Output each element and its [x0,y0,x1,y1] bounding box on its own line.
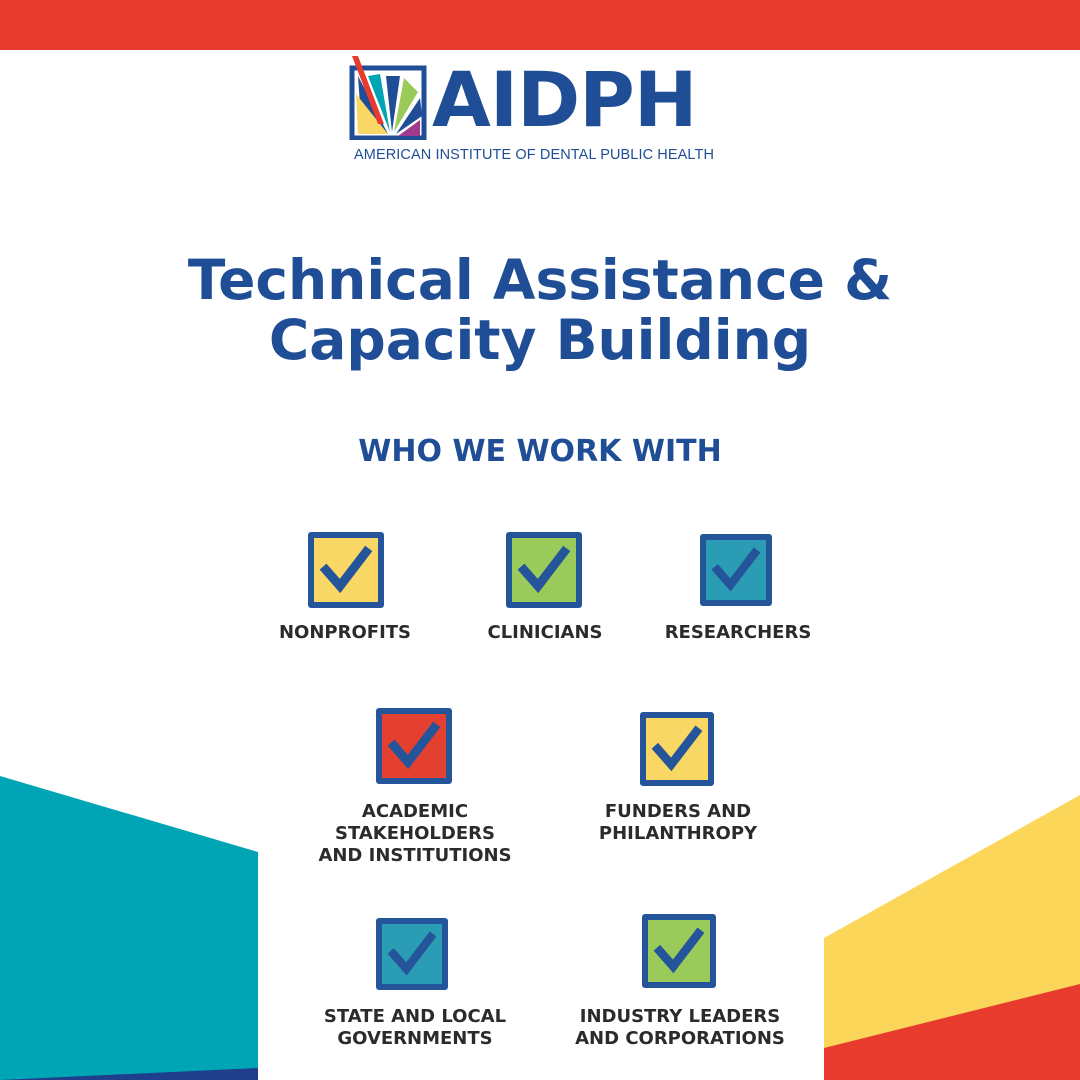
teal-left-shape [0,776,258,1080]
group-label: INDUSTRY LEADERS AND CORPORATIONS [575,1006,785,1049]
title-line-1: Technical Assistance & [187,248,893,312]
page-title [90,250,990,370]
checkbox-icon [506,532,582,608]
group-clinicians [460,532,630,652]
group-industry-leaders [560,914,800,1054]
group-label: STATE AND LOCAL GOVERNMENTS [323,1006,507,1049]
group-researchers [648,532,828,652]
logo-wordmark: AIDPH [432,55,697,144]
logo-subtitle: AMERICAN INSTITUTE OF DENTAL PUBLIC HEALTH [354,147,715,163]
group-label: ACADEMIC STAKEHOLDERS AND INSTITUTIONS [318,801,512,866]
checkbox-icon [308,532,384,608]
group-academic-stakeholders [300,708,530,868]
title-line-2: Capacity Building [268,308,812,372]
section-heading: WHO WE WORK WITH [358,434,722,469]
checkbox-icon [640,712,714,786]
group-label: FUNDERS AND PHILANTHROPY [598,801,758,844]
checkbox-icon [700,534,772,606]
group-label: RESEARCHERS [664,622,812,643]
group-label: NONPROFITS [278,622,412,643]
group-funders-philanthropy [580,712,776,852]
logo-sunburst-icon [348,54,430,140]
group-label: CLINICIANS [487,622,603,643]
checkbox-icon [642,914,716,988]
checkbox-icon [376,708,452,784]
checkbox-icon [376,918,448,990]
group-nonprofits [260,532,430,652]
aidph-logo [348,54,738,166]
group-state-local-governments [306,918,524,1058]
